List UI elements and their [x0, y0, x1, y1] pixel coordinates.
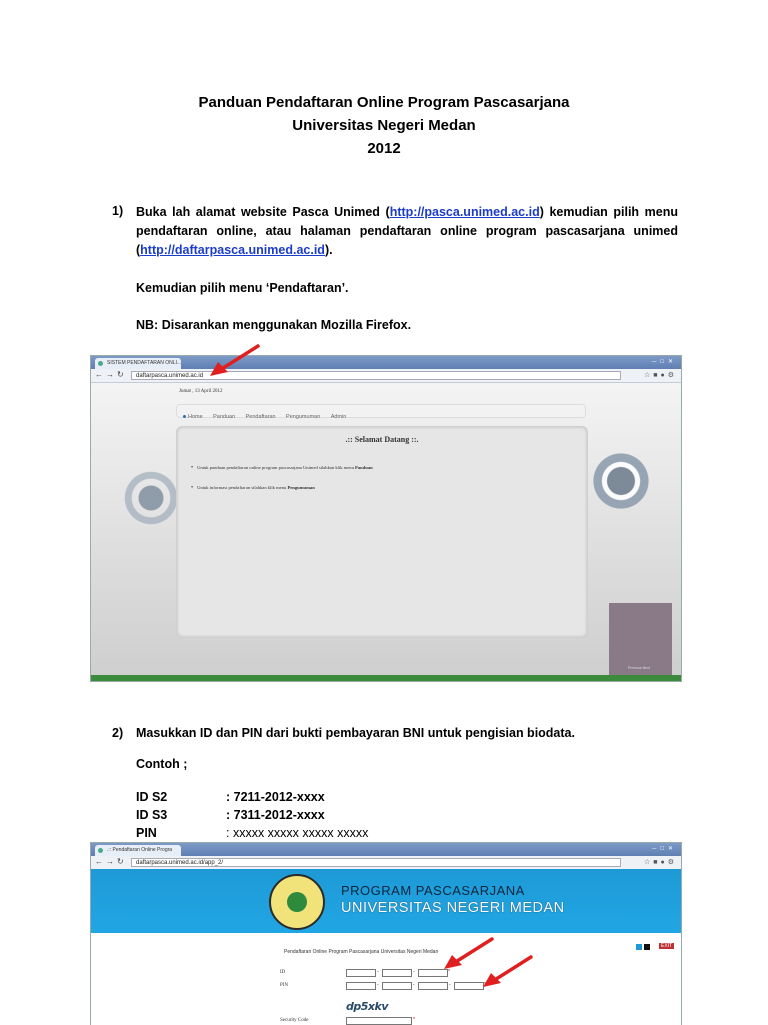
- window-controls-2[interactable]: ─□✕: [652, 846, 677, 852]
- red-arrow-icon: [206, 342, 262, 378]
- favicon-icon: [98, 361, 103, 366]
- document-title: [0, 91, 768, 160]
- browser-tab[interactable]: [95, 358, 181, 369]
- unimed-logo-icon: [269, 874, 325, 930]
- bullet-pengumuman: [191, 485, 315, 491]
- address-bar-2[interactable]: daftarpasca.unimed.ac.id/app_2/: [131, 858, 621, 867]
- menu-item-panduan[interactable]: Panduan: [213, 414, 236, 420]
- step-2-number: 2): [112, 726, 124, 740]
- dash-separator: -: [413, 969, 415, 975]
- back-forward-reload-icons[interactable]: ←→↻: [95, 370, 127, 379]
- example-value-id-s3: : 7311-2012-xxxx: [226, 808, 325, 822]
- bullet-pengumuman-text: Untuk informasi pendaftaran silahkan klik menu: [197, 485, 288, 490]
- swirl-ornament-right-icon: [581, 421, 681, 541]
- status-bar: [91, 675, 681, 681]
- menu-item-home[interactable]: [183, 411, 203, 423]
- step-1-text-b: ) kemudian pilih menu pendaftaran online, atau halaman pendaftaran online program pascasarjana unimed (: [136, 205, 678, 257]
- exit-button[interactable]: EXIT: [661, 943, 673, 949]
- menu-dot-icon: [183, 415, 186, 418]
- browser-tab-2[interactable]: [95, 845, 181, 856]
- menu-item-pengumuman[interactable]: Pengumuman: [286, 414, 321, 420]
- bullet-pengumuman-link[interactable]: Pengumuman: [287, 485, 315, 490]
- title-line-1: Panduan Pendaftaran Online Program Pascasarjana: [198, 94, 570, 111]
- title-line-2: Universitas Negeri Medan: [292, 117, 476, 134]
- pin-field-1[interactable]: [346, 982, 376, 990]
- menu-home-label: Home: [188, 414, 203, 420]
- red-arrow-icon: [479, 953, 535, 989]
- example-value-pin: : xxxxx xxxxx xxxxx xxxxx: [226, 826, 369, 840]
- dash-separator: -: [413, 982, 415, 988]
- label-security-code: Security Code: [280, 1018, 309, 1023]
- site-menu: [176, 404, 586, 418]
- bullet-panduan-link[interactable]: Panduan: [355, 465, 373, 470]
- welcome-heading: .:: Selamat Datang ::.: [345, 435, 419, 444]
- home-page-body: [91, 383, 681, 675]
- toolbar-icons[interactable]: ☆■●⚙: [643, 372, 677, 379]
- banner-university-title: UNIVERSITAS NEGERI MEDAN: [341, 900, 565, 916]
- bullet-panduan: [191, 465, 373, 471]
- unimed-banner: [91, 869, 681, 933]
- form-title: Pendaftaran Online Program Pascasarjana Universitas Negeri Medan: [284, 949, 439, 955]
- example-label: Contoh ;: [136, 757, 188, 771]
- id-field-2[interactable]: [382, 969, 412, 977]
- swirl-ornament-left-icon: [109, 423, 179, 573]
- browser-nav-bar-2: [91, 856, 681, 870]
- tab-title-2: .:: Pendaftaran Online Progra: [107, 847, 173, 853]
- captcha-image: dp5xkv: [346, 1000, 388, 1013]
- required-star-icon: *: [448, 969, 450, 975]
- dash-separator: -: [377, 969, 379, 975]
- welcome-panel: [176, 426, 588, 638]
- step-1-paragraph: [136, 203, 678, 260]
- daftarpasca-link[interactable]: http://daftarpasca.unimed.ac.id: [140, 243, 325, 257]
- pasca-link[interactable]: http://pasca.unimed.ac.id: [389, 205, 540, 219]
- screenshot-home-page: [90, 355, 682, 682]
- step-1-number: 1): [112, 204, 124, 218]
- step-2-instruction: Masukkan ID dan PIN dari bukti pembayaran BNI untuk pengisian biodata.: [136, 726, 575, 740]
- address-bar[interactable]: daftarpasca.unimed.ac.id: [131, 371, 621, 380]
- browser-nav-bar: [91, 369, 681, 383]
- pin-field-2[interactable]: [382, 982, 412, 990]
- step-1-menu-instruction: Kemudian pilih menu ‘Pendaftaran’.: [136, 281, 349, 295]
- label-id: ID: [280, 970, 286, 975]
- date-text: Jumat , 13 April 2012: [179, 389, 223, 394]
- dash-separator: -: [449, 982, 451, 988]
- tab-title: SISTEM PENDAFTARAN ONLI...: [107, 360, 181, 366]
- menu-item-pendaftaran[interactable]: Pendaftaran: [245, 414, 276, 420]
- example-key-pin: PIN: [136, 826, 157, 840]
- window-controls[interactable]: ─□✕: [652, 359, 677, 365]
- image-slideshow-box: [609, 603, 672, 675]
- label-pin: PIN: [280, 983, 289, 988]
- favicon-icon: [98, 848, 103, 853]
- pin-field-3[interactable]: [418, 982, 448, 990]
- title-line-3: 2012: [367, 140, 401, 157]
- required-star-icon: *: [413, 1017, 415, 1023]
- bullet-panduan-text: Untuk panduan pendaftaran online program pascasarjana Unimed silahkan klik menu: [197, 465, 356, 470]
- step-1-text-c: ).: [324, 243, 333, 257]
- browser-tab-bar: [91, 356, 681, 369]
- example-value-id-s2: : 7211-2012-xxxx: [226, 790, 325, 804]
- toolbar-icons-2[interactable]: ☆■●⚙: [643, 859, 677, 866]
- login-form-area: [91, 933, 681, 1025]
- example-key-id-s2: ID S2: [136, 790, 168, 804]
- color-square-black-icon: [644, 944, 650, 950]
- color-square-blue-icon: [636, 944, 642, 950]
- screenshot-login-page: [90, 842, 682, 1025]
- back-forward-reload-icons-2[interactable]: ←→↻: [95, 857, 127, 866]
- step-1-note: NB: Disarankan menggunakan Mozilla Firefox.: [136, 318, 412, 332]
- browser-tab-bar-2: [91, 843, 681, 856]
- id-field-1[interactable]: [346, 969, 376, 977]
- banner-program-title: PROGRAM PASCASARJANA: [341, 883, 525, 898]
- menu-item-admin[interactable]: Admin: [330, 414, 347, 420]
- dash-separator: -: [377, 982, 379, 988]
- slideshow-caption: Previous Next: [628, 666, 650, 670]
- step-1-text-a: Buka lah alamat website Pasca Unimed (: [136, 205, 390, 219]
- example-key-id-s3: ID S3: [136, 808, 168, 822]
